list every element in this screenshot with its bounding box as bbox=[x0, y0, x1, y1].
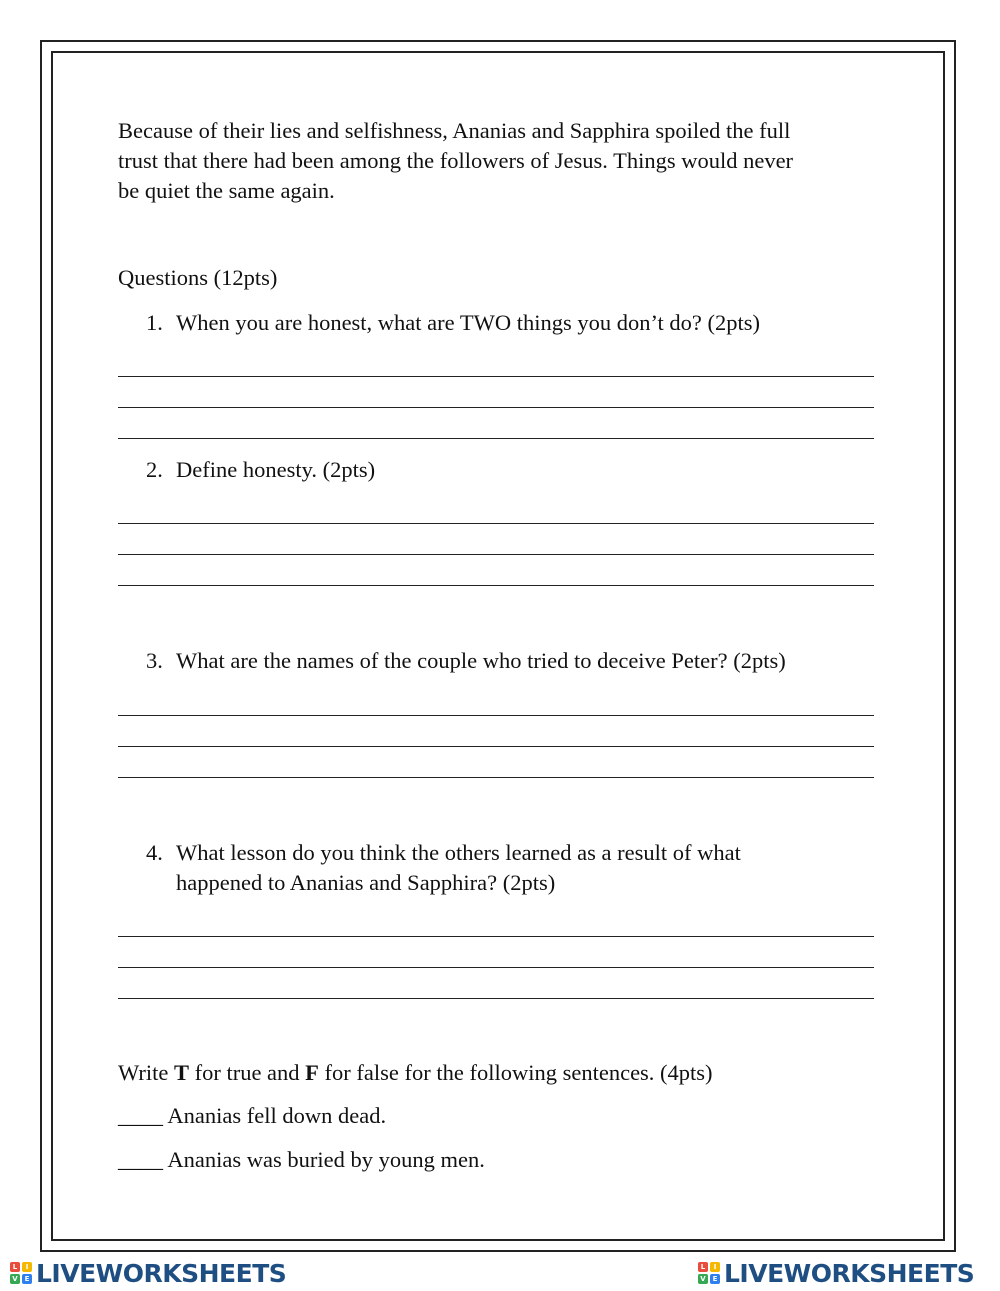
tf-statement: Ananias fell down dead. bbox=[167, 1103, 387, 1128]
answer-line-q4-3[interactable] bbox=[118, 998, 874, 999]
answer-line-q2-3[interactable] bbox=[118, 585, 874, 586]
answer-line-q1-3[interactable] bbox=[118, 438, 874, 439]
logo-block: L bbox=[10, 1262, 20, 1272]
instruction-text: for true and bbox=[188, 1060, 306, 1085]
question-number: 1. bbox=[146, 310, 163, 335]
question-text: What are the names of the couple who tried to deceive Peter? (2pts) bbox=[176, 648, 786, 673]
logo-block: V bbox=[698, 1274, 708, 1284]
question-2 bbox=[146, 455, 375, 485]
logo-block: L bbox=[698, 1262, 708, 1272]
liveworksheets-logo-right bbox=[698, 1258, 974, 1288]
questions-heading: Questions (12pts) bbox=[118, 265, 278, 290]
logo-blocks-icon bbox=[698, 1262, 720, 1284]
logo-block: I bbox=[22, 1262, 32, 1272]
question-text: When you are honest, what are TWO things you don’t do? (2pts) bbox=[176, 310, 761, 335]
question-number: 4. bbox=[146, 840, 163, 865]
answer-line-q3-2[interactable] bbox=[118, 746, 874, 747]
answer-line-q1-2[interactable] bbox=[118, 407, 874, 408]
answer-line-q2-1[interactable] bbox=[118, 523, 874, 524]
tf-item-2 bbox=[118, 1145, 485, 1175]
tf-answer-blank[interactable]: ____ bbox=[118, 1103, 163, 1128]
tf-statement: Ananias was buried by young men. bbox=[167, 1147, 485, 1172]
question-1 bbox=[146, 308, 760, 338]
true-letter: T bbox=[173, 1060, 189, 1085]
logo-block: E bbox=[710, 1274, 720, 1284]
question-text: What lesson do you think the others learned as a result of what bbox=[176, 840, 741, 865]
paragraph-line: Because of their lies and selfishness, Ananias and Sapphira spoiled the full bbox=[118, 118, 791, 143]
paragraph-line: trust that there had been among the followers of Jesus. Things would never bbox=[118, 148, 794, 173]
question-number: 2. bbox=[146, 457, 163, 482]
question-number: 3. bbox=[146, 648, 163, 673]
true-false-instructions bbox=[118, 1058, 713, 1088]
question-text: Define honesty. (2pts) bbox=[176, 457, 376, 482]
logo-block: V bbox=[10, 1274, 20, 1284]
question-3 bbox=[146, 646, 786, 676]
answer-line-q1-1[interactable] bbox=[118, 376, 874, 377]
tf-answer-blank[interactable]: ____ bbox=[118, 1147, 163, 1172]
logo-wordmark: LIVEWORKSHEETS bbox=[724, 1258, 975, 1288]
logo-wordmark: LIVEWORKSHEETS bbox=[36, 1258, 287, 1288]
question-4 bbox=[146, 838, 741, 868]
instruction-text: for false for the following sentences. (4pts) bbox=[318, 1060, 713, 1085]
answer-line-q3-1[interactable] bbox=[118, 715, 874, 716]
logo-block: E bbox=[22, 1274, 32, 1284]
answer-line-q4-1[interactable] bbox=[118, 936, 874, 937]
question-4-continued: happened to Ananias and Sapphira? (2pts) bbox=[176, 870, 556, 895]
false-letter: F bbox=[305, 1060, 319, 1085]
tf-item-1 bbox=[118, 1101, 386, 1131]
answer-line-q2-2[interactable] bbox=[118, 554, 874, 555]
instruction-text: Write bbox=[118, 1060, 174, 1085]
logo-blocks-icon bbox=[10, 1262, 32, 1284]
liveworksheets-logo-left bbox=[10, 1258, 286, 1288]
answer-line-q4-2[interactable] bbox=[118, 967, 874, 968]
answer-line-q3-3[interactable] bbox=[118, 777, 874, 778]
paragraph-line: be quiet the same again. bbox=[118, 178, 335, 203]
intro-paragraph bbox=[118, 116, 793, 206]
logo-block: I bbox=[710, 1262, 720, 1272]
